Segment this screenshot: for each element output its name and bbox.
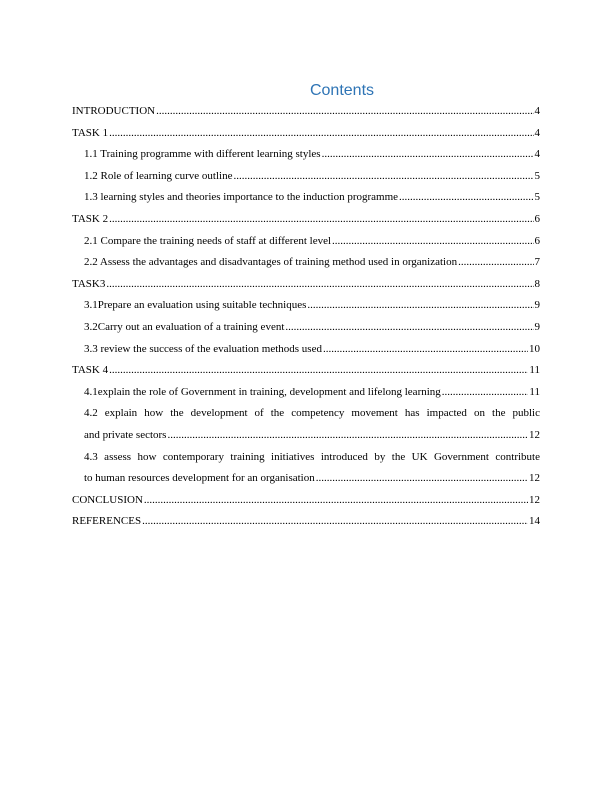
toc-page-number: 4 xyxy=(534,105,540,117)
toc-dot-leader xyxy=(285,317,533,339)
toc-page-number: 10 xyxy=(529,342,540,355)
toc-page-number: 8 xyxy=(534,277,540,290)
toc-page-number: 12 xyxy=(529,493,540,506)
toc-entry-label: 1.1 Training programme with different learning styles xyxy=(84,148,321,161)
toc-entry-conclusion[interactable] xyxy=(72,490,540,512)
toc-entry-1-3[interactable] xyxy=(72,187,540,209)
toc-entry-1-1[interactable] xyxy=(72,144,540,166)
toc-dot-leader xyxy=(142,511,528,533)
toc-entry-label: 3.2Carry out an evaluation of a training event xyxy=(84,320,285,333)
toc-page-number: 7 xyxy=(534,256,540,269)
toc-dot-leader xyxy=(109,209,533,231)
toc-page-number: 11 xyxy=(529,385,540,398)
table-of-contents xyxy=(72,101,540,533)
toc-entry-2-2[interactable] xyxy=(72,252,540,274)
toc-entry-3-2[interactable] xyxy=(72,317,540,339)
toc-entry-task-2[interactable] xyxy=(72,209,540,231)
toc-entry-label: TASK 1 xyxy=(72,126,109,139)
toc-entry-task-3[interactable] xyxy=(72,274,540,296)
toc-dot-leader xyxy=(109,360,528,382)
toc-entry-3-3[interactable] xyxy=(72,339,540,361)
toc-dot-leader xyxy=(399,187,533,209)
toc-title: Contents xyxy=(309,82,375,99)
toc-page-number: 9 xyxy=(534,320,540,333)
toc-entry-label-line-1: 4.2 explain how the development of the competency movement has impacted on the public xyxy=(84,407,540,420)
toc-dot-leader xyxy=(322,144,534,166)
toc-dot-leader xyxy=(307,295,533,317)
toc-dot-leader xyxy=(316,468,528,490)
toc-dot-leader xyxy=(442,382,529,404)
toc-dot-leader xyxy=(323,339,528,361)
toc-page-number: 5 xyxy=(534,169,540,182)
toc-page-number: 4 xyxy=(534,126,540,139)
toc-dot-leader xyxy=(144,490,528,512)
toc-entry-label: TASK 2 xyxy=(72,212,109,225)
toc-entry-4-3[interactable] xyxy=(72,447,540,490)
toc-dot-leader xyxy=(233,166,533,188)
toc-dot-leader xyxy=(458,252,533,274)
toc-page-number: 6 xyxy=(534,212,540,225)
toc-page-number: 6 xyxy=(534,234,540,247)
toc-page-number: 11 xyxy=(529,364,540,377)
toc-entry-task-1[interactable] xyxy=(72,123,540,145)
toc-entry-label-line-2: to human resources development for an organisation xyxy=(84,472,315,485)
toc-page-number: 5 xyxy=(534,191,540,204)
toc-entry-label: 1.2 Role of learning curve outline xyxy=(84,169,233,182)
toc-entry-label-line-2: and private sectors xyxy=(84,428,167,441)
toc-entry-label: INTRODUCTION xyxy=(72,105,156,117)
toc-entry-label: 4.1explain the role of Government in training, development and lifelong learning xyxy=(84,385,441,398)
toc-page-number: 12 xyxy=(529,428,540,441)
toc-entry-label: TASK3 xyxy=(72,277,106,290)
toc-entry-introduction[interactable] xyxy=(72,101,540,123)
toc-dot-leader xyxy=(109,123,533,145)
toc-entry-label: 2.1 Compare the training needs of staff at different level xyxy=(84,234,332,247)
toc-entry-label: 3.3 review the success of the evaluation methods used xyxy=(84,342,322,355)
toc-entry-label: 3.1Prepare an evaluation using suitable techniques xyxy=(84,299,307,312)
toc-entry-label: 2.2 Assess the advantages and disadvantages of training method used in organization xyxy=(84,256,458,269)
toc-entry-references[interactable] xyxy=(72,511,540,533)
toc-entry-label: 1.3 learning styles and theories importance to the induction programme xyxy=(84,191,399,204)
toc-entry-label: CONCLUSION xyxy=(72,493,143,506)
toc-entry-4-2[interactable] xyxy=(72,403,540,446)
toc-page-number: 14 xyxy=(529,515,540,528)
toc-entry-task-4[interactable] xyxy=(72,360,540,382)
toc-entry-1-2[interactable] xyxy=(72,166,540,188)
toc-dot-leader xyxy=(156,101,533,123)
toc-entry-label-line-1: 4.3 assess how contemporary training initiatives introduced by the UK Government contribute xyxy=(84,450,540,463)
toc-page-number: 4 xyxy=(534,148,540,161)
toc-entry-2-1[interactable] xyxy=(72,231,540,253)
toc-page-number: 12 xyxy=(529,472,540,485)
toc-dot-leader xyxy=(106,274,533,296)
toc-page-number: 9 xyxy=(534,299,540,312)
toc-entry-4-1[interactable] xyxy=(72,382,540,404)
toc-entry-3-1[interactable] xyxy=(72,295,540,317)
toc-entry-label: REFERENCES xyxy=(72,515,142,528)
toc-entry-label: TASK 4 xyxy=(72,364,109,377)
toc-dot-leader xyxy=(167,425,528,447)
toc-dot-leader xyxy=(332,231,533,253)
